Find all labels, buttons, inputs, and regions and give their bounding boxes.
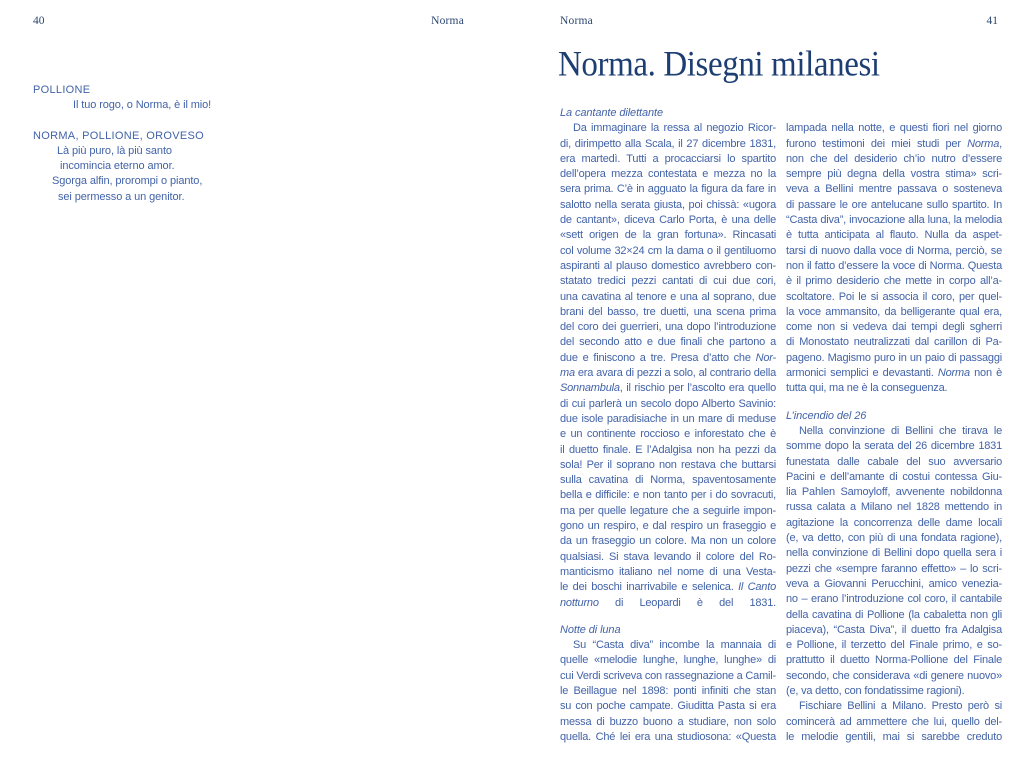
text-line: due isole paradisiache in un mare di meduse xyxy=(560,412,776,425)
text-line: furono testimoni dei miei studi per Norma, xyxy=(786,137,1002,150)
text-line: de cantant», diceva Carlo Porta, è una delle xyxy=(560,214,776,227)
text-column-1 xyxy=(560,106,776,745)
text-line: “Casta diva”, invocazione alla luna, la melodia xyxy=(786,214,1002,227)
text-line: aspiranti al plauso domestico avrebbero con- xyxy=(560,259,776,272)
text-line: «sett origen de la gran fortuna». Rincasati xyxy=(560,229,776,242)
text-line: scoltatore. Poi le si associa il coro, per quel- xyxy=(786,290,1002,303)
text-line: quelle «melodie lunghe, lunghe, lunghe» di xyxy=(560,654,776,667)
text-line: le Beillague nel 1898: ponti infiniti che stan xyxy=(560,684,776,697)
text-line: il duetto finale. E l’Adalgisa non ha pezzi da xyxy=(560,443,776,456)
verse-block xyxy=(33,83,333,114)
text-line: armonici semplici e devastanti. Norma non è xyxy=(786,367,1002,380)
text-line: da un fraseggio un colore. Ma non un colore xyxy=(560,535,776,548)
text-columns xyxy=(560,106,1002,745)
verse-line: sei permesso a un genitor. xyxy=(58,190,185,203)
text-line: messa di buzzo buono a studiare, non solo xyxy=(560,715,776,728)
verse-blocks xyxy=(33,83,333,220)
text-line: cui Verdi scriveva con rassegnazione a Camil- xyxy=(560,669,776,682)
text-line: Pacini e dell’amante di costui contessa Giu- xyxy=(786,470,1002,483)
text-line: sempre più degna della vostra stima» scri- xyxy=(786,168,1002,181)
text-line: piaceva), “Casta Diva”, il duetto fra Adalgisa xyxy=(786,623,1002,636)
left-page-number: 40 xyxy=(33,15,45,27)
text-line: Nella convinzione di Bellini che tirava le xyxy=(799,424,1002,437)
text-line: secondo, che considerava «di genere nuovo» xyxy=(786,669,1002,682)
text-line: di passare le ore antelucane sullo spartito. In xyxy=(786,198,1002,211)
text-line: la voce ammansito, da belligerante qual era, xyxy=(786,305,1002,318)
text-line: ma era avara di pezzi a solo, al contrario della xyxy=(560,367,776,380)
left-running-head: Norma xyxy=(431,15,464,27)
text-line: le melodie gentili, mai si sarebbe creduto xyxy=(786,730,1002,743)
text-line: di, dirimpetto alla Scala, il 27 dicembre 1831, xyxy=(560,137,776,150)
verse-line: Là più puro, là più santo xyxy=(57,144,172,157)
text-line: pageno. Magismo puro in un paio di passaggi xyxy=(786,351,1002,364)
text-line: e un continente roccioso e inforestato che è xyxy=(560,428,776,441)
text-line: come non si vedeva dai tempi degli sgherri xyxy=(786,321,1002,334)
text-line: (e, va detto, con più di una fondata ragione), xyxy=(786,532,1002,545)
text-line: pezzi che «sempre faranno effetto» – lo scri- xyxy=(786,562,1002,575)
verse-line: Il tuo rogo, o Norma, è il mio! xyxy=(73,99,212,112)
text-line: russa calata a Milano nel 1828 mettendo in xyxy=(786,501,1002,514)
text-line: del coro dei guerrieri, una dopo l’introduzione xyxy=(560,321,776,334)
text-line: agitazione la concorrenza delle dame locali xyxy=(786,516,1002,529)
text-line: prattutto il duetto Norma-Pollione del Finale xyxy=(786,654,1002,667)
text-line: sulla cavatina di Norma, spaventosamente xyxy=(560,474,776,487)
text-line: Sonnambula, il rischio per l’ascolto era quello xyxy=(560,382,776,395)
text-line: dell’opera mezza contestata e mezza no la xyxy=(560,168,776,181)
text-column-2 xyxy=(786,106,1002,745)
text-line: Da immaginare la ressa al negozio Ricor- xyxy=(573,122,776,135)
text-line: non il fatto d’essere la voce di Norma. Questa xyxy=(786,259,1002,272)
text-line: ma per quelle legature che a seguirle impon- xyxy=(560,504,776,517)
text-line: e Pollione, il terzetto del Finale primo, e so- xyxy=(786,639,1002,652)
text-line: brani del basso, tre duetti, una scena prima xyxy=(560,305,776,318)
text-line: lia Pahlen Samoyloff, avvenente nobildonna xyxy=(786,486,1002,499)
text-line: somme dopo la serata del 26 dicembre 1831 xyxy=(786,440,1002,453)
text-line: due e finiscono a tre. Presa d’atto che Nor- xyxy=(560,351,776,364)
text-line: sera prima. C’è in agguato la figura da fare in xyxy=(560,183,776,196)
line-spacer xyxy=(786,106,1002,121)
text-line: è tutta anticipata al flauto. Nulla da aspet- xyxy=(786,229,1002,242)
text-line: veva a Bellini mentre passava o sosteneva xyxy=(786,183,1002,196)
text-line: le dei boschi inarrivabile e selenica. Il Canto xyxy=(560,581,776,594)
text-line: statato tredici pezzi cantati di cui due cori, xyxy=(560,275,776,288)
text-line: veva a Giovanni Perucchini, amico venezia- xyxy=(786,577,1002,590)
speaker-name: NORMA, POLLIONE, OROVESO xyxy=(33,129,205,142)
text-line: sola! Per il soprano non restava che buttarsi xyxy=(560,458,776,471)
speaker-name: POLLIONE xyxy=(33,84,91,96)
text-line: tutta qui, ma ne è la conseguenza. xyxy=(786,382,948,395)
verse-line: incomincia eterno amor. xyxy=(60,160,175,173)
verse-line: Sgorga alfin, prorompi o pianto, xyxy=(52,175,203,188)
text-line: della cavatina di Pollione (la cabaletta non gli xyxy=(786,608,1002,621)
text-line: gono un respiro, e dal respiro un fraseggio e xyxy=(560,520,776,533)
text-line: è il primo desiderio che mette in corpo all’a- xyxy=(786,275,1002,288)
text-line: funestata dalle cabale del suo avversario xyxy=(786,455,1002,468)
text-line: era martedì. Tutti a procacciarsi lo spartito xyxy=(560,152,776,165)
text-line: del secondo atto e due finali che partono a xyxy=(560,336,776,349)
text-line: qualsiasi. Si stava levando il colore del Ro- xyxy=(560,550,776,563)
right-page-number: 41 xyxy=(986,15,998,27)
section-heading: Notte di luna xyxy=(560,623,621,636)
text-line: salotto nella serata giusta, poi chissà: «ugora xyxy=(560,198,776,211)
text-line: notturno di Leopardi è del 1831. xyxy=(560,596,776,609)
text-line: di cui parlerà un secolo dopo Alberto Savinio: xyxy=(560,397,776,410)
text-line: tarsi di nuovo dalla voce di Norma, perciò, se xyxy=(786,244,1002,257)
text-line: Fischiare Bellini a Milano. Presto però si xyxy=(799,700,1002,713)
text-line: quella. Ché lei era una studiosona: «Questa xyxy=(560,730,776,743)
text-line: di Monostato neutralizzati dal carillon di Pa- xyxy=(786,336,1002,349)
text-line: una cavatina al tenore e una al soprano, due xyxy=(560,290,776,303)
text-line: col volume 32×24 cm la dama o il gentiluomo xyxy=(560,244,776,257)
text-line: manticismo italiano nel nome di una Vesta- xyxy=(560,565,776,578)
section-heading: La cantante dilettante xyxy=(560,107,663,119)
text-line: comincerà ad ammettere che lui, quello del- xyxy=(786,715,1002,728)
right-running-head: Norma xyxy=(560,15,593,27)
text-line: Su “Casta diva” incombe la mannaia di xyxy=(573,639,776,652)
text-line: su con poche campate. Giuditta Pasta si era xyxy=(560,700,776,713)
text-line: non che del desiderio ch’io nutro d’essere xyxy=(786,152,1002,165)
text-line: lampada nella notte, e questi fiori nel giorno xyxy=(786,122,1002,135)
verse-block xyxy=(33,129,333,205)
text-line: no – erano l’introduzione col coro, il cantabile xyxy=(786,593,1002,606)
text-line: bella e difficile: e non tanto per i do sovracuti, xyxy=(560,489,776,502)
text-line: nella convinzione di Bellini dopo quella sera i xyxy=(786,547,1002,560)
chapter-title: Norma. Disegni milanesi xyxy=(558,44,880,85)
text-line: (e, va detto, con fondatissime ragioni). xyxy=(786,684,965,697)
section-heading: L’incendio del 26 xyxy=(786,409,867,422)
